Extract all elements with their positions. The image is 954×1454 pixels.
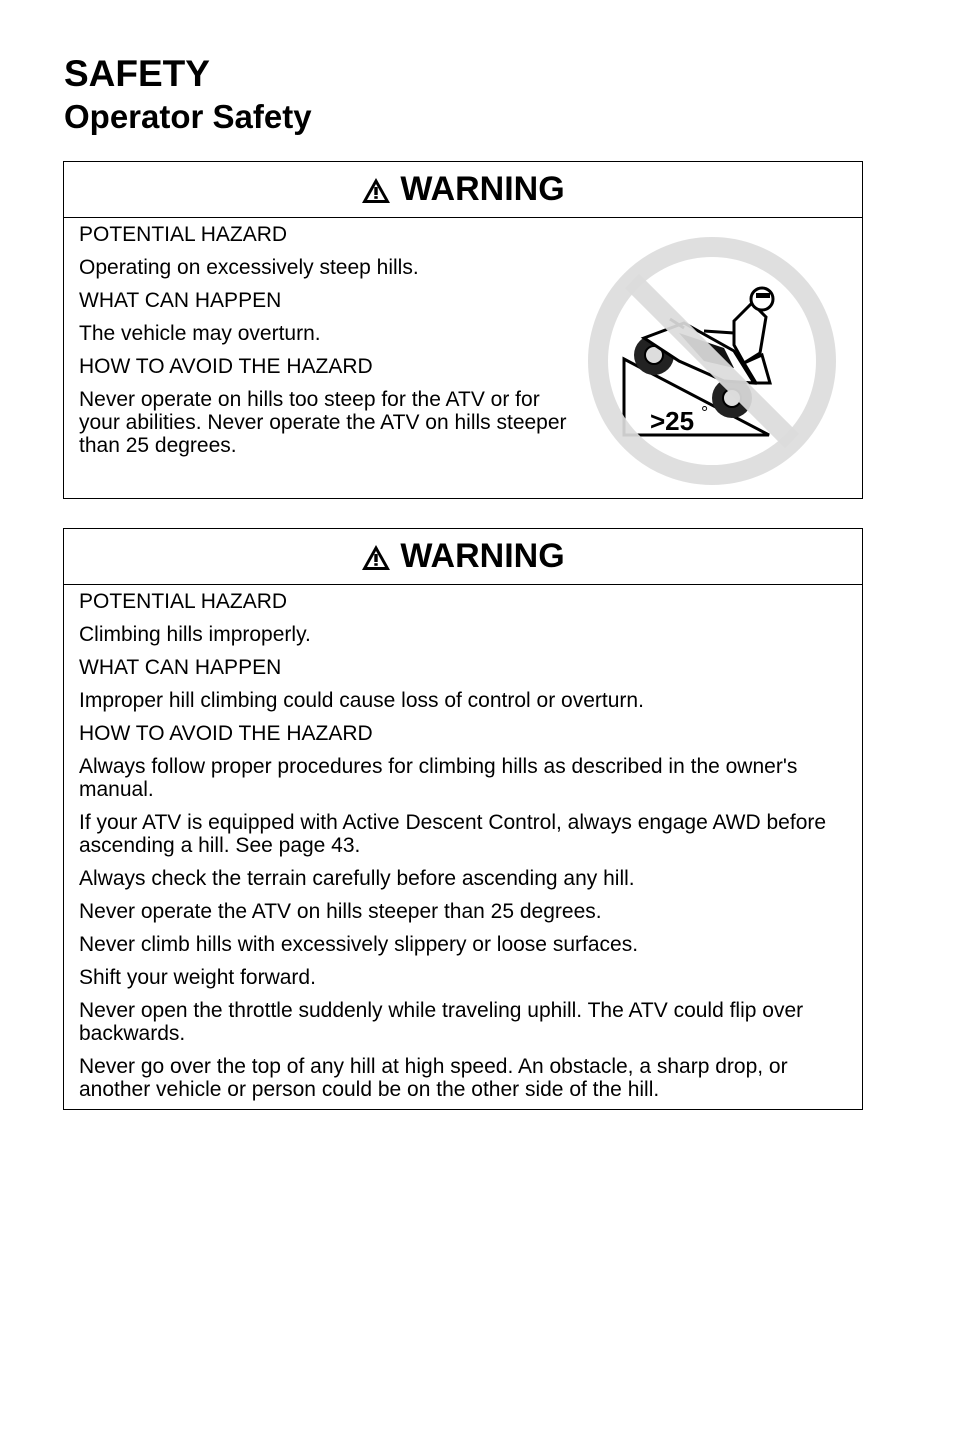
avoid-item: Never operate the ATV on hills steeper than 25 degrees. [79,900,602,923]
warning-triangle-icon [361,177,391,204]
consequence-text: The vehicle may overturn. [79,322,321,345]
warning-header [64,529,862,585]
warning-box-hill-climbing [63,528,863,1110]
avoid-item: Always check the terrain carefully before ascending any hill. [79,867,635,890]
warning-triangle-icon [361,544,391,571]
consequence-text: Improper hill climbing could cause loss of control or overturn. [79,689,644,712]
hazard-label: POTENTIAL HAZARD [79,590,288,613]
warning-title: WARNING [400,170,565,208]
avoid-label: HOW TO AVOID THE HAZARD [79,355,373,378]
avoid-item: Always follow proper procedures for climbing hills as described in the owner's manual. [79,755,798,801]
hazard-text: Climbing hills improperly. [79,623,311,646]
warning-body [64,585,862,1101]
no-steep-hill-atv-icon [584,233,840,489]
warning-box-steep-hills [63,161,863,499]
avoid-item: Never go over the top of any hill at high speed. An obstacle, a sharp drop, or another vehicle or person could be on the other side of the hill. [79,1055,788,1101]
section-subtitle: Operator Safety [64,98,312,135]
avoid-item: Never open the throttle suddenly while traveling uphill. The ATV could flip over backwards. [79,999,804,1045]
avoid-text: Never operate on hills too steep for the ATV or for your abilities. Never operate the ATV on hills steeper than 25 degrees. [79,388,567,457]
hazard-text: Operating on excessively steep hills. [79,256,419,279]
avoid-item: Never climb hills with excessively slippery or loose surfaces. [79,933,639,956]
avoid-label: HOW TO AVOID THE HAZARD [79,722,373,745]
avoid-item: Shift your weight forward. [79,966,316,989]
warning-body [64,218,862,457]
consequence-label: WHAT CAN HAPPEN [79,656,282,679]
page-title: SAFETY [64,53,210,94]
angle-label: >25 [650,406,695,436]
warning-title: WARNING [400,537,565,575]
consequence-label: WHAT CAN HAPPEN [79,289,282,312]
hazard-label: POTENTIAL HAZARD [79,223,288,246]
degree-symbol: ° [701,403,709,423]
avoid-item: If your ATV is equipped with Active Descent Control, always engage AWD before ascending a hill. See page 43. [79,811,827,857]
warning-header [64,162,862,218]
